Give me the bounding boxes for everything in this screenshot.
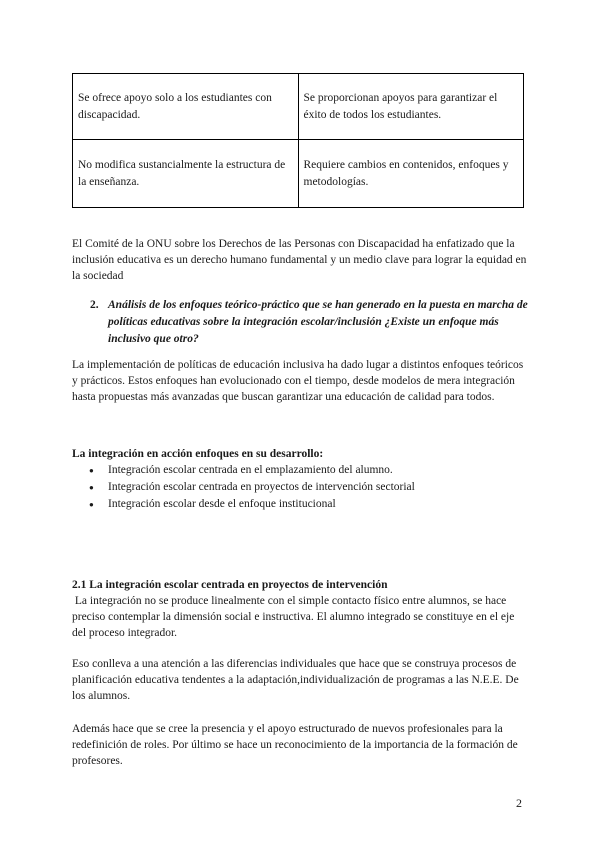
- table-cell-right: Se proporcionan apoyos para garantizar el éxito de todos los estudiantes.: [298, 74, 524, 140]
- table-row: [73, 140, 524, 208]
- approaches-heading: La integración en acción enfoques en su desarrollo:: [72, 448, 324, 460]
- section-2-1-paragraph-2: Eso conlleva a una atención a las diferencias individuales que hace que se construya procesos de planificación educativa tendentes a la adaptación,individualización de programas a las N.E.E. De los alumnos.: [72, 658, 519, 702]
- table-row: [73, 74, 524, 140]
- paragraph-onu: El Comité de la ONU sobre los Derechos de las Personas con Discapacidad ha enfatizado que la inclusión educativa es un derecho humano fundamental y un medio clave para lograr la equidad en la sociedad: [72, 238, 527, 282]
- section-2-1-heading: 2.1 La integración escolar centrada en proyectos de intervención: [72, 579, 388, 591]
- section-2-number: 2.: [90, 299, 99, 311]
- approaches-list: [72, 462, 530, 513]
- comparison-table: [72, 73, 524, 208]
- list-item: ● Integración escolar centrada en proyectos de intervención sectorial: [72, 479, 530, 496]
- page-number: 2: [516, 796, 522, 810]
- section-2-title: Análisis de los enfoques teórico-práctico que se han generado en la puesta en marcha de políticas educativas sobre la integración escolar/inclusión ¿Existe un enfoque más inclusivo que otro?: [108, 299, 528, 345]
- section-2-heading: [90, 297, 530, 348]
- section-2-1-paragraph-1: La integración no se produce linealmente con el simple contacto físico entre alumnos, se hace preciso contemplar la dimensión social e instructiva. El alumno integrado se constituye en el eje del proceso integrador.: [72, 595, 518, 639]
- list-item: ● Integración escolar desde el enfoque institucional: [72, 496, 530, 513]
- table-cell-left: Se ofrece apoyo solo a los estudiantes con discapacidad.: [73, 74, 299, 140]
- section-2-1-paragraph-3: Además hace que se cree la presencia y el apoyo estructurado de nuevos profesionales para la redefinición de roles. Por último se hace un reconocimiento de la importancia de la formación de profesores.: [72, 723, 518, 767]
- table-cell-left: No modifica sustancialmente la estructura de la enseñanza.: [73, 140, 299, 208]
- table-cell-right: Requiere cambios en contenidos, enfoques y metodologías.: [298, 140, 524, 208]
- list-item: ● Integración escolar centrada en el emplazamiento del alumno.: [72, 462, 530, 479]
- paragraph-implementacion: La implementación de políticas de educación inclusiva ha dado lugar a distintos enfoques teóricos y prácticos. Estos enfoques han evolucionado con el tiempo, desde modelos de mera integración hasta propuestas más avanzadas que buscan garantizar una educación de calidad para todos.: [72, 359, 524, 403]
